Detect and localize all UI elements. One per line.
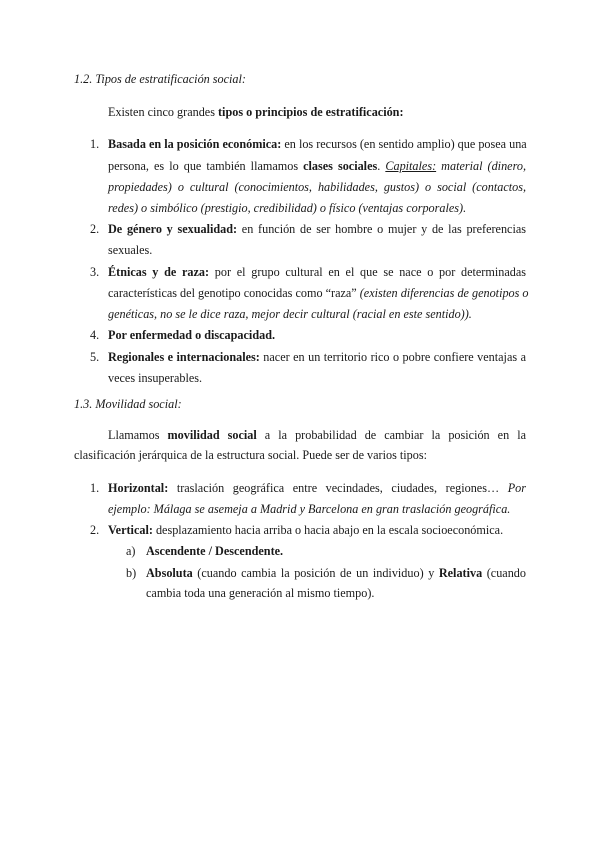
text: material (dinero, bbox=[436, 159, 526, 173]
list-number: 1. bbox=[90, 137, 100, 151]
term-movilidad-social: movilidad social bbox=[167, 428, 257, 442]
sublist-item-ascendente: Ascendente / Descendente. bbox=[146, 544, 284, 558]
term-regionales: Regionales e internacionales: bbox=[108, 350, 260, 364]
sublist-item-absoluta-line1 bbox=[146, 566, 526, 581]
term-horizontal: Horizontal: bbox=[108, 481, 169, 495]
list-number: 5. bbox=[90, 350, 100, 364]
term-genero: De género y sexualidad: bbox=[108, 222, 238, 236]
text: persona, es lo que también llamamos bbox=[108, 159, 304, 173]
list-number: 3. bbox=[90, 265, 100, 279]
list-number: 4. bbox=[90, 328, 100, 342]
list-item-etnicas-line3: genéticas, no se le dice raza, mejor decir cultural (racial en este sentido)). bbox=[108, 307, 472, 321]
list-number: 2. bbox=[90, 222, 100, 236]
text: (cuando bbox=[482, 566, 526, 580]
text: Por bbox=[507, 481, 526, 495]
movilidad-paragraph-line2: clasificación jerárquica de la estructura social. Puede ser de varios tipos: bbox=[74, 448, 427, 462]
list-item-vertical bbox=[108, 523, 503, 538]
text: por el grupo cultural en el que se nace o por determinadas bbox=[209, 265, 526, 279]
text: traslación geográfica entre vecindades, ciudades, regiones… bbox=[168, 481, 508, 495]
term-clases-sociales: clases sociales bbox=[303, 159, 378, 173]
intro-bold-text: tipos o principios de estratificación: bbox=[218, 105, 404, 119]
list-item-economica-line1 bbox=[108, 137, 526, 152]
list-item-economica-line3: propiedades) o cultural (conocimientos, habilidades, gustos) o social (contactos, bbox=[108, 180, 526, 194]
intro-paragraph bbox=[108, 105, 404, 120]
text: desplazamiento hacia arriba o hacia abajo en la escala socioeconómica. bbox=[152, 523, 504, 537]
list-item-discapacidad: Por enfermedad o discapacidad. bbox=[108, 328, 276, 342]
term-economica: Basada en la posición económica: bbox=[108, 137, 282, 151]
term-relativa: Relativa bbox=[438, 566, 483, 580]
text: (existen diferencias de genotipos o bbox=[359, 286, 529, 300]
list-item-genero-line2: sexuales. bbox=[108, 243, 153, 257]
text: características del genotipo conocidas como “raza” bbox=[108, 286, 360, 300]
list-item-regionales-line1 bbox=[108, 350, 526, 365]
list-item-horizontal-line2: ejemplo: Málaga se asemeja a Madrid y Barcelona en gran traslación geográfica. bbox=[108, 502, 511, 516]
list-item-etnicas-line1 bbox=[108, 265, 526, 280]
list-item-economica-line4: redes) o simbólico (prestigio, credibilidad) o físico (ventajas corporales). bbox=[108, 201, 467, 215]
term-absoluta: Absoluta bbox=[146, 566, 193, 580]
term-capitales: Capitales: bbox=[385, 159, 437, 173]
text: en los recursos (en sentido amplio) que posea una bbox=[281, 137, 527, 151]
list-number: 1. bbox=[90, 481, 100, 495]
text: en función de ser hombre o mujer y de las preferencias bbox=[237, 222, 526, 236]
list-item-horizontal-line1 bbox=[108, 481, 526, 496]
list-number: 2. bbox=[90, 523, 100, 537]
sublist-letter: a) bbox=[126, 544, 136, 558]
term-etnicas: Étnicas y de raza: bbox=[108, 265, 210, 279]
text: a la probabilidad de cambiar la posición en la bbox=[256, 428, 526, 442]
section-heading-tipos: 1.2. Tipos de estratificación social: bbox=[74, 72, 246, 86]
text: nacer en un territorio rico o pobre confiere ventajas a bbox=[259, 350, 526, 364]
sublist-letter: b) bbox=[126, 566, 137, 580]
sublist-item-absoluta-line2: cambia toda una generación al mismo tiempo). bbox=[146, 586, 375, 600]
text: Llamamos bbox=[108, 428, 168, 442]
text: (cuando cambia la posición de un individuo) y bbox=[192, 566, 439, 580]
term-vertical: Vertical: bbox=[108, 523, 153, 537]
list-item-etnicas-line2 bbox=[108, 286, 529, 301]
list-item-economica-line2 bbox=[108, 159, 526, 174]
intro-text: Existen cinco grandes bbox=[108, 105, 218, 119]
list-item-regionales-line2: veces insuperables. bbox=[108, 371, 203, 385]
text: . bbox=[377, 159, 386, 173]
list-item-genero-line1 bbox=[108, 222, 526, 237]
movilidad-paragraph-line1 bbox=[108, 428, 526, 443]
section-heading-movilidad: 1.3. Movilidad social: bbox=[74, 397, 182, 411]
